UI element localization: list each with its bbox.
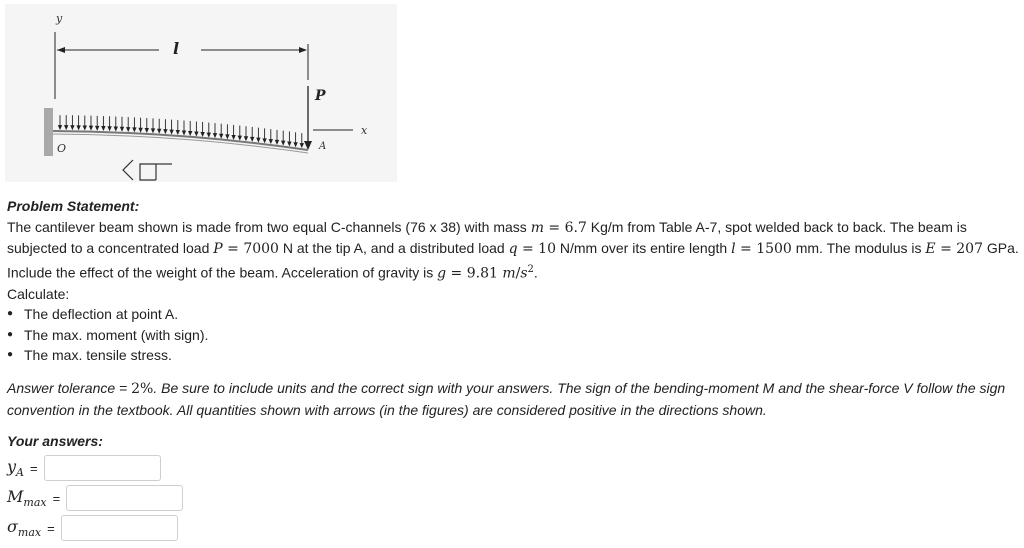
tolerance-value: 2% xyxy=(131,381,154,397)
load-arrow-head xyxy=(151,128,155,133)
load-arrow-head xyxy=(83,126,87,131)
list-item: ● The max. moment (with sign). xyxy=(7,325,1019,346)
load-arrow-head xyxy=(244,136,248,141)
your-answers-heading: Your answers: xyxy=(7,433,103,449)
load-arrow-head xyxy=(95,126,99,131)
text-run: GPa. Include the effect of the weight of the beam. Acceleration of gravity is xyxy=(7,240,1019,281)
value-l: 1500 xyxy=(756,241,792,257)
equals-sign: = xyxy=(517,241,539,257)
unit-exponent: 2 xyxy=(527,263,534,275)
unit-s: s xyxy=(520,265,528,282)
answer-row-yA xyxy=(7,455,161,481)
load-arrow-head xyxy=(176,130,180,135)
load-arrow-head xyxy=(293,142,297,147)
load-arrow-head xyxy=(269,139,273,144)
unit-slash: / xyxy=(515,265,521,282)
load-arrow-head xyxy=(281,141,285,146)
equals-sign: = xyxy=(52,490,61,506)
load-arrow-head xyxy=(219,134,223,139)
calculate-label: Calculate: xyxy=(7,285,70,302)
text-run: N/mm over its entire length xyxy=(556,240,732,256)
load-arrow-head xyxy=(145,128,149,133)
label-Mmax: $M_{max}$ xyxy=(7,486,47,510)
load-arrow-head xyxy=(169,130,173,135)
text-run: Answer tolerance = xyxy=(7,380,132,396)
dimension-arrow-left xyxy=(57,47,65,53)
label-length: l xyxy=(173,39,180,58)
text-run: . xyxy=(533,264,538,281)
value-q: 10 xyxy=(538,241,556,257)
load-arrow-head xyxy=(188,131,192,136)
symbol-q: q xyxy=(508,241,518,257)
label-P: P xyxy=(315,88,326,104)
problem-heading: Problem Statement: xyxy=(7,198,140,214)
load-arrow-head xyxy=(114,127,118,132)
symbol-P: P xyxy=(213,241,223,257)
label-x: x xyxy=(361,124,368,137)
label-A: A xyxy=(319,141,327,152)
load-arrow-head xyxy=(101,126,105,131)
load-arrow-head xyxy=(138,128,142,133)
calculate-list xyxy=(7,304,1019,366)
load-arrow-head xyxy=(238,136,242,141)
load-arrow-head xyxy=(207,133,211,138)
label-O: O xyxy=(57,142,67,155)
label-yA: $y_A$ xyxy=(7,456,24,480)
load-arrow-head xyxy=(126,127,130,132)
equals-sign: = xyxy=(446,265,467,282)
load-arrow-head xyxy=(300,143,304,148)
text-run: mm. The modulus is xyxy=(791,240,926,256)
equals-sign: = xyxy=(935,241,957,257)
load-arrow-head xyxy=(200,132,204,137)
text-run: . Be sure to include units and the correct sign with your answers. The sign of the bending-moment M and the shear-force V follow the sign convention in the textbook. All quantities shown with arrows (in the figures) are considered positive in the directions shown. xyxy=(7,380,1006,418)
load-arrow-head xyxy=(182,131,186,136)
fixed-wall xyxy=(44,108,53,156)
load-arrow-head xyxy=(76,125,80,130)
load-arrow-head xyxy=(262,138,266,143)
text-run: Kg/m from Table A-7, spot welded back to back. The beam is subjected to a concentrated load xyxy=(7,218,967,256)
load-arrow-head xyxy=(58,125,62,130)
list-item: ● The deflection at point A. xyxy=(7,304,1019,325)
load-arrow-head xyxy=(70,125,74,130)
value-g: 9.81 xyxy=(466,265,498,282)
answer-input-sigma-max[interactable] xyxy=(61,515,178,541)
unit-m: m xyxy=(502,265,516,282)
load-arrow-head xyxy=(225,134,229,139)
answer-tolerance-note xyxy=(7,378,1021,420)
load-arrow-head xyxy=(107,126,111,131)
problem-paragraph xyxy=(7,217,1019,284)
c-channel-left xyxy=(140,164,156,180)
section-angle-mark xyxy=(123,160,133,180)
symbol-E: E xyxy=(925,241,936,257)
answer-input-yA[interactable] xyxy=(44,455,161,481)
text-run: N at the tip A, and a distributed load xyxy=(278,240,509,256)
label-y: y xyxy=(56,12,63,25)
load-arrow-head xyxy=(213,133,217,138)
load-arrow-head xyxy=(132,127,136,132)
load-arrow-head xyxy=(120,127,124,132)
equals-sign: = xyxy=(543,219,565,236)
load-arrow-head xyxy=(64,125,68,130)
load-arrow-head xyxy=(250,137,254,142)
answer-input-Mmax[interactable] xyxy=(66,485,183,511)
problem-statement xyxy=(7,196,1019,366)
beam-figure xyxy=(5,4,397,182)
load-arrow-head xyxy=(163,129,167,134)
label-sigma-max: $\sigma_{max}$ xyxy=(7,516,42,540)
equals-sign: = xyxy=(47,520,55,536)
load-arrow-head xyxy=(287,141,291,146)
value-P: 7000 xyxy=(243,241,279,257)
load-arrow-head xyxy=(231,135,235,140)
equals-sign: = xyxy=(735,241,757,257)
load-arrow-head xyxy=(89,126,93,131)
load-arrow-head xyxy=(157,129,161,134)
load-arrow-head xyxy=(194,132,198,137)
value-E: 207 xyxy=(956,241,983,257)
load-arrow-head xyxy=(256,138,260,143)
load-arrow-head xyxy=(275,140,279,145)
symbol-g: g xyxy=(437,265,447,282)
text-run: The cantilever beam shown is made from two equal C-channels (76 x 38) with mass xyxy=(7,218,531,235)
answer-row-sigma-max xyxy=(7,515,178,541)
equals-sign: = xyxy=(30,460,38,476)
list-item: ● The max. tensile stress. xyxy=(7,345,1019,366)
equals-sign: = xyxy=(222,241,244,257)
beam-diagram xyxy=(5,4,397,182)
symbol-m: m xyxy=(530,219,544,236)
value-m: 6.7 xyxy=(564,219,587,236)
answer-row-Mmax xyxy=(7,485,183,511)
dimension-arrow-right xyxy=(299,47,307,53)
symbol-l: l xyxy=(731,241,736,257)
